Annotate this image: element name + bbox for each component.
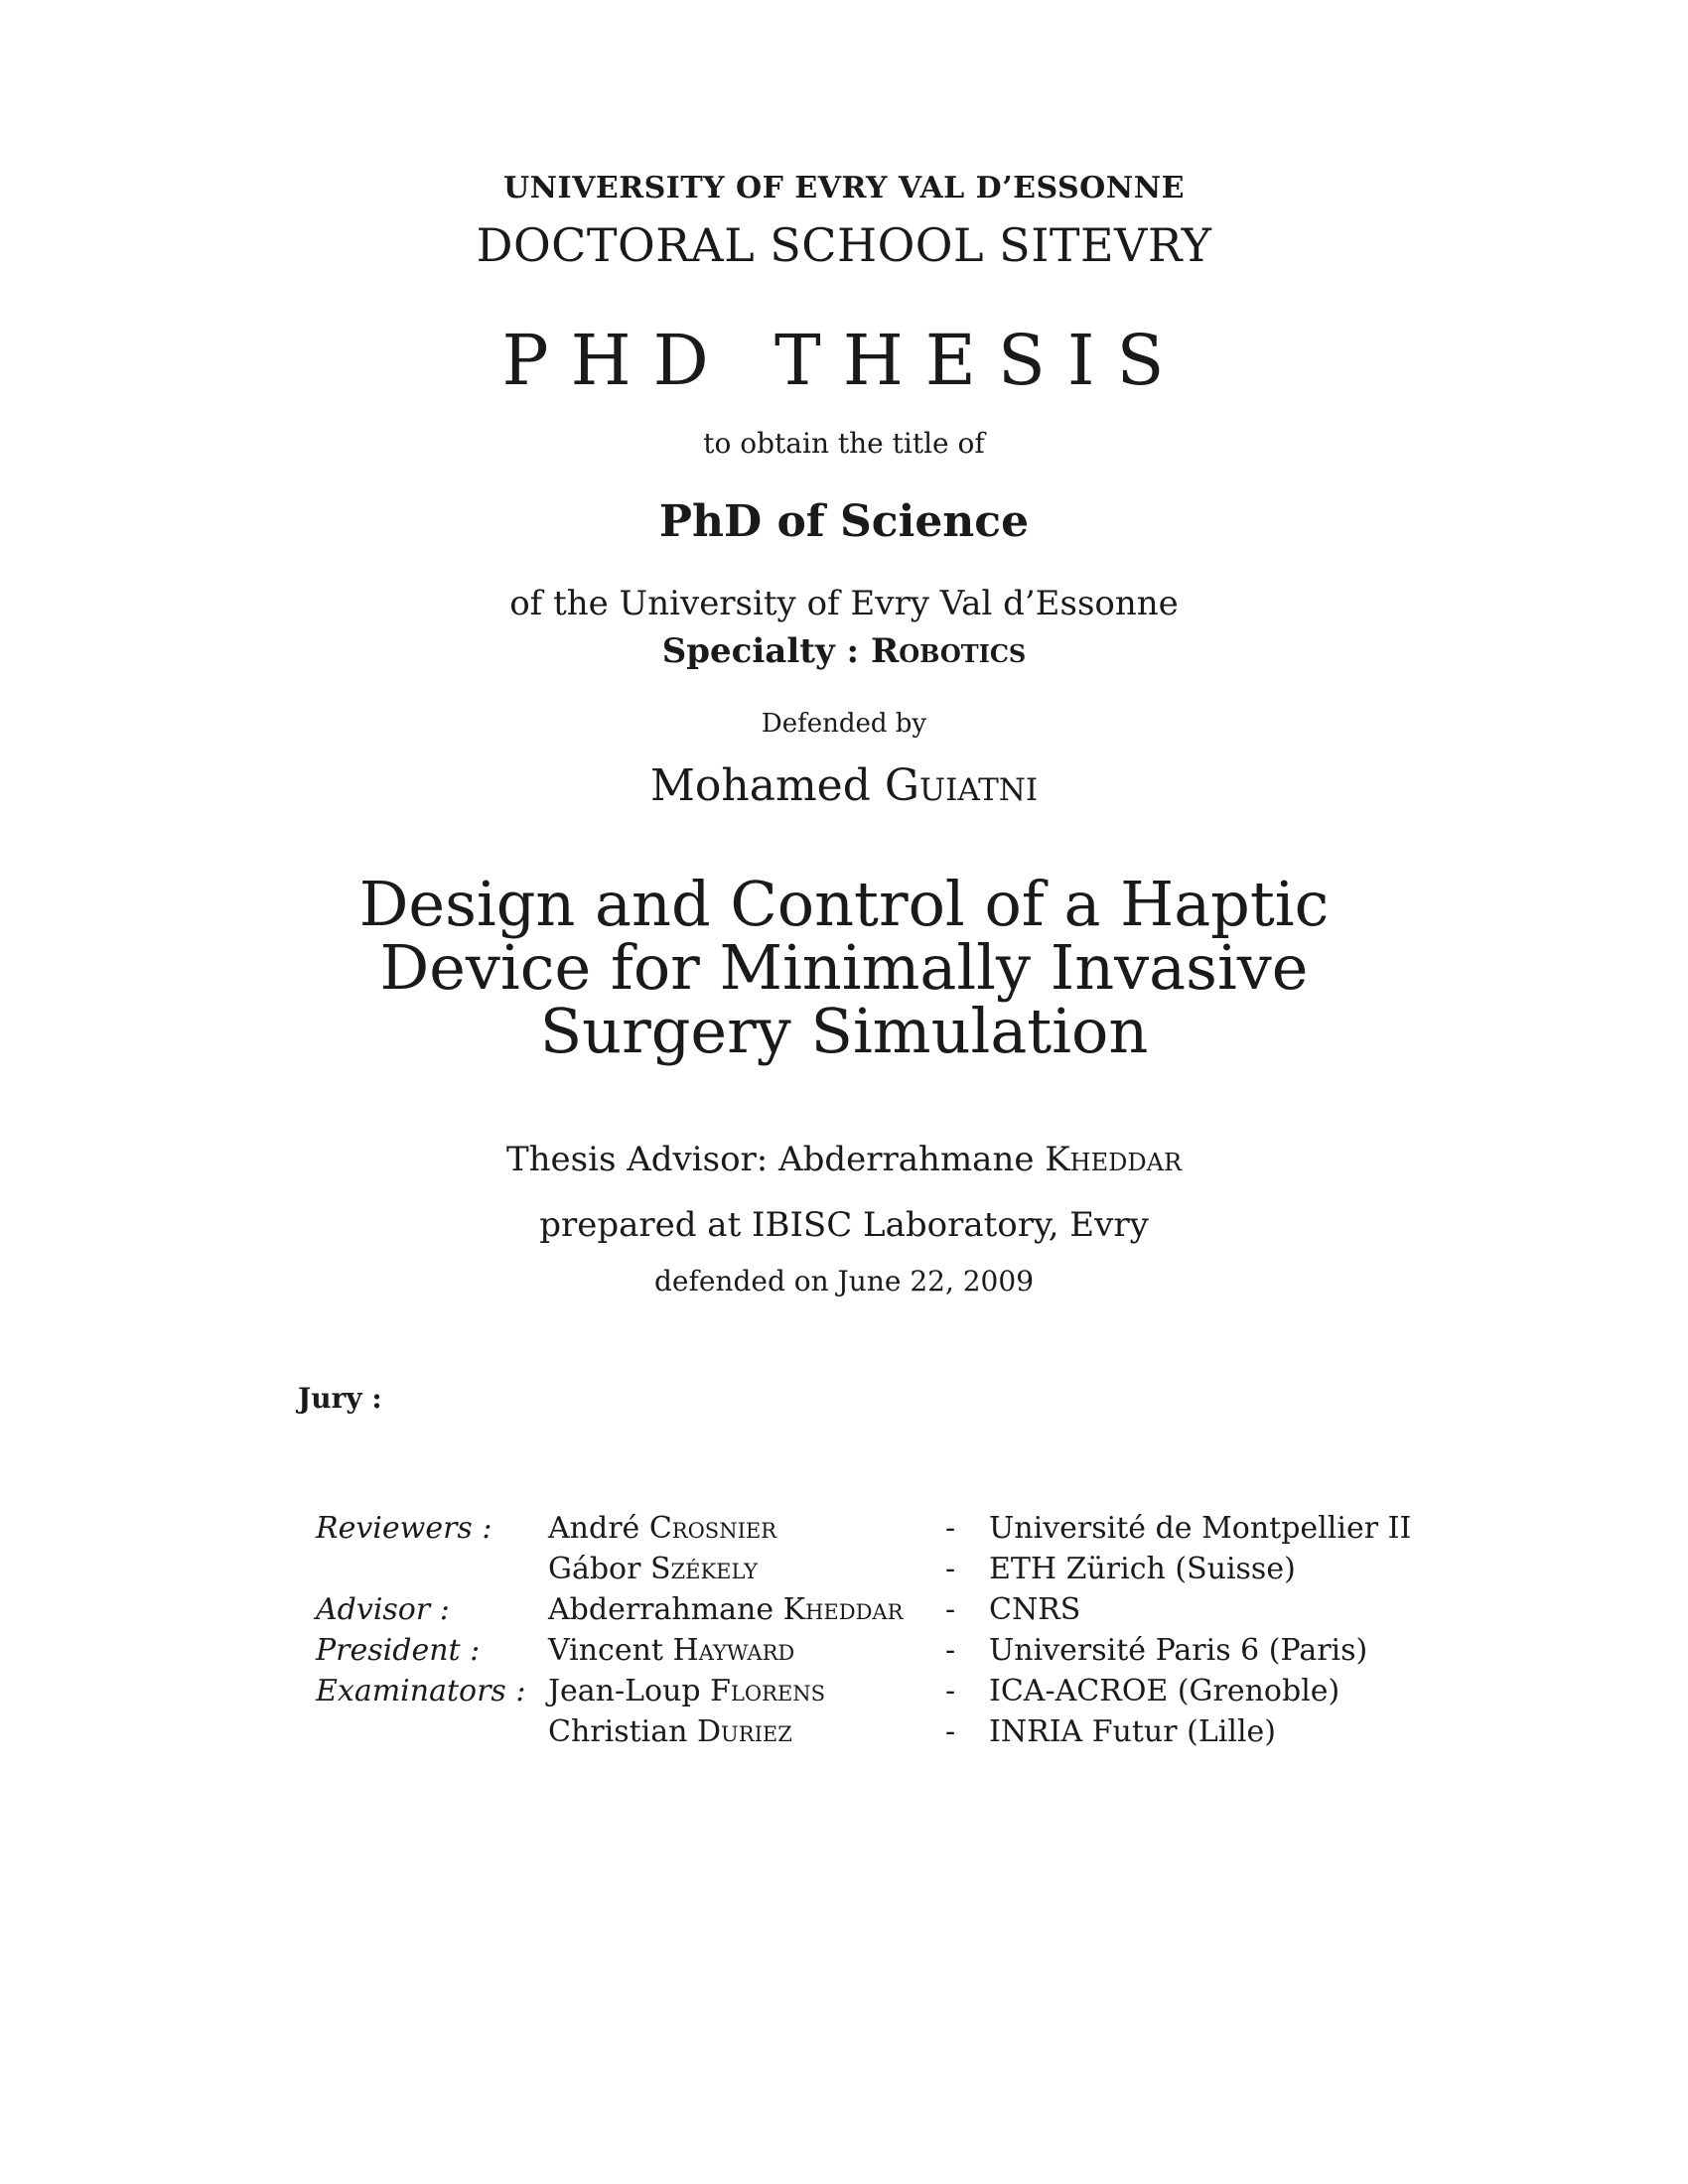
- prepared-at: prepared at IBISC Laboratory, Evry: [539, 1205, 1149, 1245]
- author-name: [0, 760, 1688, 811]
- thesis-type-heading: PHD THESIS: [501, 320, 1187, 401]
- author-first-name: Mohamed: [649, 760, 885, 811]
- jury-institution: ICA-ACROE (Grenoble): [989, 1674, 1340, 1708]
- defense-date: defended on June 22, 2009: [653, 1265, 1035, 1297]
- jury-separator: -: [945, 1633, 956, 1668]
- jury-institution: ETH Zürich (Suisse): [989, 1552, 1296, 1586]
- thesis-title-line-1: Design and Control of a Haptic: [358, 868, 1330, 940]
- degree-title: PhD of Science: [658, 496, 1030, 547]
- advisor-last-name: Kheddar: [1045, 1140, 1183, 1179]
- jury-role: President :: [316, 1633, 481, 1668]
- university-name: UNIVERSITY OF EVRY VAL D’ESSONNE: [502, 171, 1186, 205]
- jury-separator: -: [945, 1552, 956, 1586]
- jury-member-name: Abderrahmane Kheddar: [548, 1592, 904, 1627]
- specialty-line: [0, 631, 1688, 671]
- jury-role: Advisor :: [316, 1592, 450, 1627]
- thesis-title-line-3: Surgery Simulation: [539, 995, 1149, 1067]
- thesis-title-line-2: Device for Minimally Invasive: [379, 931, 1309, 1004]
- jury-member-name: Gábor Székely: [548, 1552, 758, 1586]
- jury-label: Jury :: [298, 1382, 382, 1415]
- defended-by-label: Defended by: [761, 709, 927, 739]
- jury-separator: -: [945, 1714, 956, 1749]
- thesis-advisor: [0, 1140, 1688, 1179]
- jury-separator: -: [945, 1674, 956, 1708]
- doctoral-school: DOCTORAL SCHOOL SITEVRY: [476, 218, 1212, 272]
- advisor-label: Thesis Advisor: Abderrahmane: [505, 1140, 1046, 1179]
- jury-role: Reviewers :: [316, 1511, 492, 1546]
- specialty-value: Robotics: [870, 631, 1027, 671]
- jury-member-name: Christian Duriez: [548, 1714, 792, 1749]
- jury-institution: CNRS: [989, 1592, 1081, 1627]
- jury-institution: INRIA Futur (Lille): [989, 1714, 1276, 1749]
- jury-member-name: Jean-Loup Florens: [548, 1674, 826, 1708]
- jury-institution: Université de Montpellier II: [989, 1511, 1412, 1546]
- specialty-label: Specialty :: [661, 631, 871, 671]
- jury-separator: -: [945, 1511, 956, 1546]
- jury-institution: Université Paris 6 (Paris): [989, 1633, 1368, 1668]
- jury-member-name: André Crosnier: [548, 1511, 777, 1546]
- jury-member-name: Vincent Hayward: [548, 1633, 795, 1668]
- degree-university: of the University of Evry Val d’Essonne: [509, 584, 1179, 623]
- author-last-name: Guiatni: [884, 760, 1039, 811]
- obtain-title-text: to obtain the title of: [703, 427, 985, 460]
- jury-separator: -: [945, 1592, 956, 1627]
- jury-role: Examinators :: [316, 1674, 526, 1708]
